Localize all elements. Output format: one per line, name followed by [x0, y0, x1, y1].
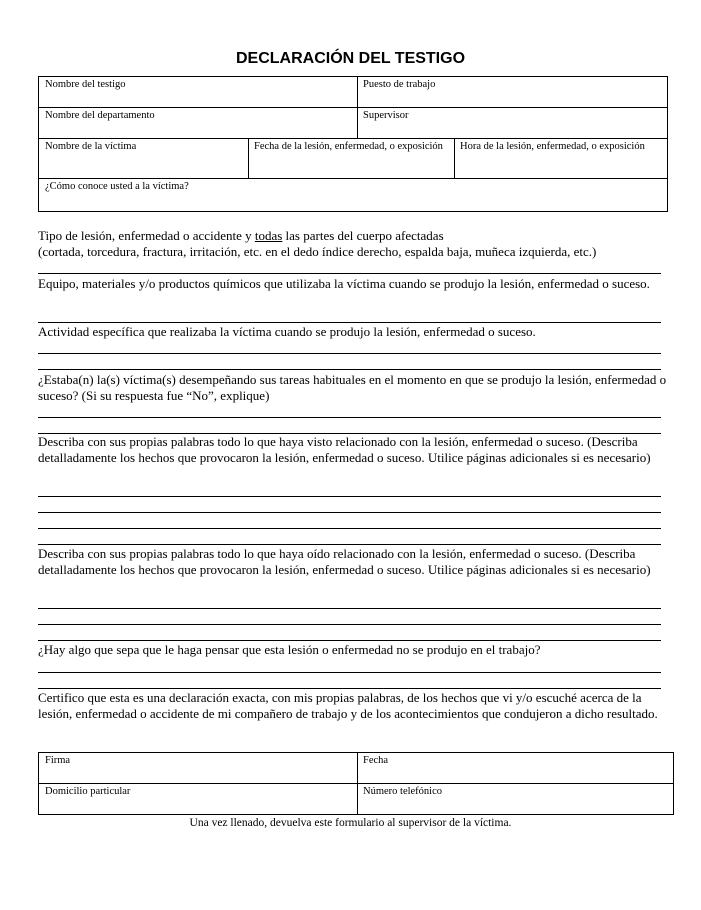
signature-table: [38, 752, 674, 815]
answer-line[interactable]: [38, 688, 661, 689]
answer-line[interactable]: [38, 496, 661, 497]
injury-type-question: Tipo de lesión, enfermedad o accidente y todas las partes del cuerpo afectadas (cortada, torcedura, fractura, irritación, etc. en el dedo índice derecho, espalda baja, muñeca izquierda, etc.): [38, 228, 597, 259]
page-title: DECLARACIÓN DEL TESTIGO: [235, 50, 466, 67]
home-address-field[interactable]: Domicilio particular: [45, 786, 131, 797]
phone-number-field[interactable]: Número telefónico: [363, 786, 443, 797]
answer-line[interactable]: [38, 353, 661, 354]
supervisor-field[interactable]: Supervisor: [363, 110, 409, 121]
witness-info-table: [38, 76, 668, 212]
answer-line[interactable]: [38, 273, 661, 274]
injury-date-field[interactable]: Fecha de la lesión, enfermedad, o exposición: [254, 141, 443, 152]
equipment-question: Equipo, materiales y/o productos químicos que utilizaba la víctima cuando se produjo la lesión, enfermedad o suceso.: [38, 276, 650, 291]
non-work-question: ¿Hay algo que sepa que le haga pensar que esta lesión o enfermedad no se produjo en el trabajo?: [38, 642, 541, 657]
witness-name-field[interactable]: Nombre del testigo: [45, 79, 126, 90]
heard-description-question: Describa con sus propias palabras todo lo que haya oído relacionado con la lesión, enfermedad o suceso. (Describa detalladamente los hechos que provocaron la lesión, enfermedad o suceso. Utilice páginas adicionales si es necesario): [38, 546, 651, 577]
certification-statement: Certifico que esta es una declaración exacta, con mis propias palabras, de los hechos que vi y/o escuché acerca de la lesión, enfermedad o accidente de mi compañero de trabajo y de los acontecimientos que condujeron a dicho resultado.: [38, 690, 658, 721]
job-title-field[interactable]: Puesto de trabajo: [363, 79, 436, 90]
answer-line[interactable]: [38, 512, 661, 513]
answer-line[interactable]: [38, 608, 661, 609]
answer-line[interactable]: [38, 369, 661, 370]
date-field[interactable]: Fecha: [363, 755, 389, 766]
answer-line[interactable]: [38, 544, 661, 545]
signature-field[interactable]: Firma: [45, 755, 71, 766]
answer-line[interactable]: [38, 417, 661, 418]
how-know-victim-field[interactable]: ¿Cómo conoce usted a la víctima?: [45, 181, 189, 192]
answer-line[interactable]: [38, 528, 661, 529]
seen-description-question: Describa con sus propias palabras todo lo que haya visto relacionado con la lesión, enfermedad o suceso. (Describa detalladamente los hechos que provocaron la lesión, enfermedad o suceso. Utilice páginas adicionales si es necesario): [38, 434, 651, 465]
answer-line[interactable]: [38, 322, 661, 323]
answer-line[interactable]: [38, 624, 661, 625]
answer-line[interactable]: [38, 672, 661, 673]
activity-question: Actividad específica que realizaba la víctima cuando se produjo la lesión, enfermedad o suceso.: [38, 324, 536, 339]
victim-name-field[interactable]: Nombre de la víctima: [45, 141, 137, 152]
injury-time-field[interactable]: Hora de la lesión, enfermedad, o exposición: [460, 141, 645, 152]
usual-tasks-question: ¿Estaba(n) la(s) víctima(s) desempeñando sus tareas habituales en el momento en que se produjo la lesión, enfermedad o suceso? (Si su respuesta fue “No”, explique): [38, 372, 667, 403]
return-instructions: Una vez llenado, devuelva este formulario al supervisor de la víctima.: [189, 817, 512, 829]
answer-line[interactable]: [38, 640, 661, 641]
department-name-field[interactable]: Nombre del departamento: [45, 110, 155, 121]
